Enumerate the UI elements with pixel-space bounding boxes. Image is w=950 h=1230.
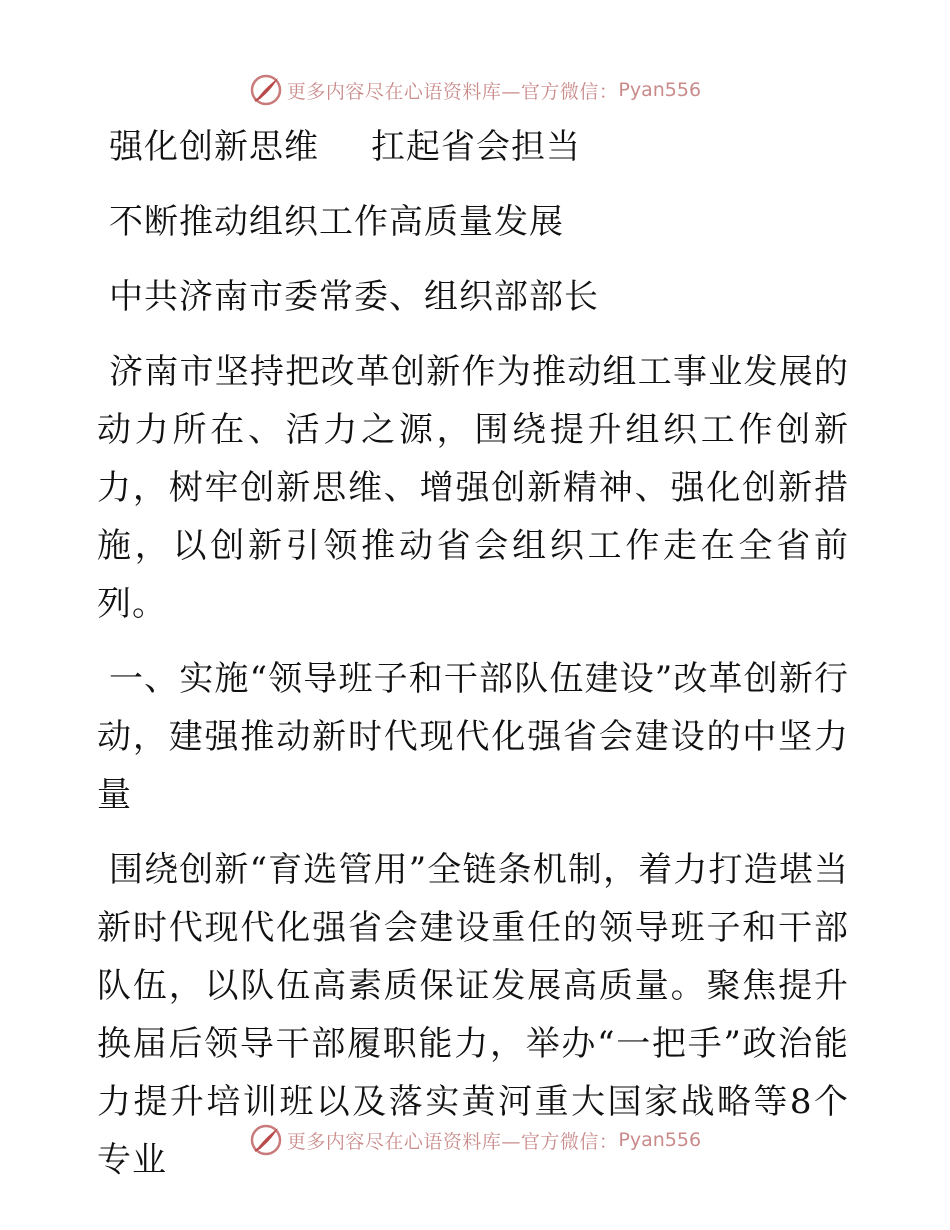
document-subtitle: 不断推动组织工作高质量发展 xyxy=(109,202,564,242)
watermark-wechat-id: Pyan556 xyxy=(618,1129,702,1151)
paragraph-intro xyxy=(97,343,849,633)
watermark-text: 更多内容尽在心语资料库—官方微信： xyxy=(286,80,619,103)
paragraph-intro-text: 济南市坚持把改革创新作为推动组工事业发展的动力所在、活力之源，围绕提升组织工作创新力，树牢创新思维、增强创新精神、强化创新措施，以创新引领推动省会组织工作走在全省前列。 xyxy=(97,352,850,624)
quill-logo-icon xyxy=(249,73,283,107)
title-part-1: 强化创新思维 xyxy=(109,127,319,167)
section-heading-1-text: 一、实施“领导班子和干部队伍建设”改革创新行动，建强推动新时代现代化强省会建设的中坚力量 xyxy=(97,659,849,815)
title-part-2: 扛起省会担当 xyxy=(371,127,581,167)
document-author: 中共济南市委常委、组织部部长 xyxy=(109,277,599,317)
paragraph-section-1-text: 围绕创新“育选管用”全链条机制，着力打造堪当新时代现代化强省会建设重任的领导班子和干部队伍，以队伍高素质保证发展高质量。聚焦提升换届后领导干部履职能力，举办“一把手”政治能力提升培训班以及落实黄河重大国家战略等8个专业 xyxy=(97,850,849,1180)
watermark-text: 更多内容尽在心语资料库—官方微信： xyxy=(286,1130,619,1153)
document-title xyxy=(97,118,849,176)
section-heading-1 xyxy=(97,650,849,824)
watermark-wechat-id: Pyan556 xyxy=(618,79,702,101)
footer-watermark xyxy=(0,1118,950,1162)
header-watermark xyxy=(0,68,950,112)
quill-logo-icon xyxy=(249,1123,283,1157)
document-body xyxy=(97,118,849,1189)
